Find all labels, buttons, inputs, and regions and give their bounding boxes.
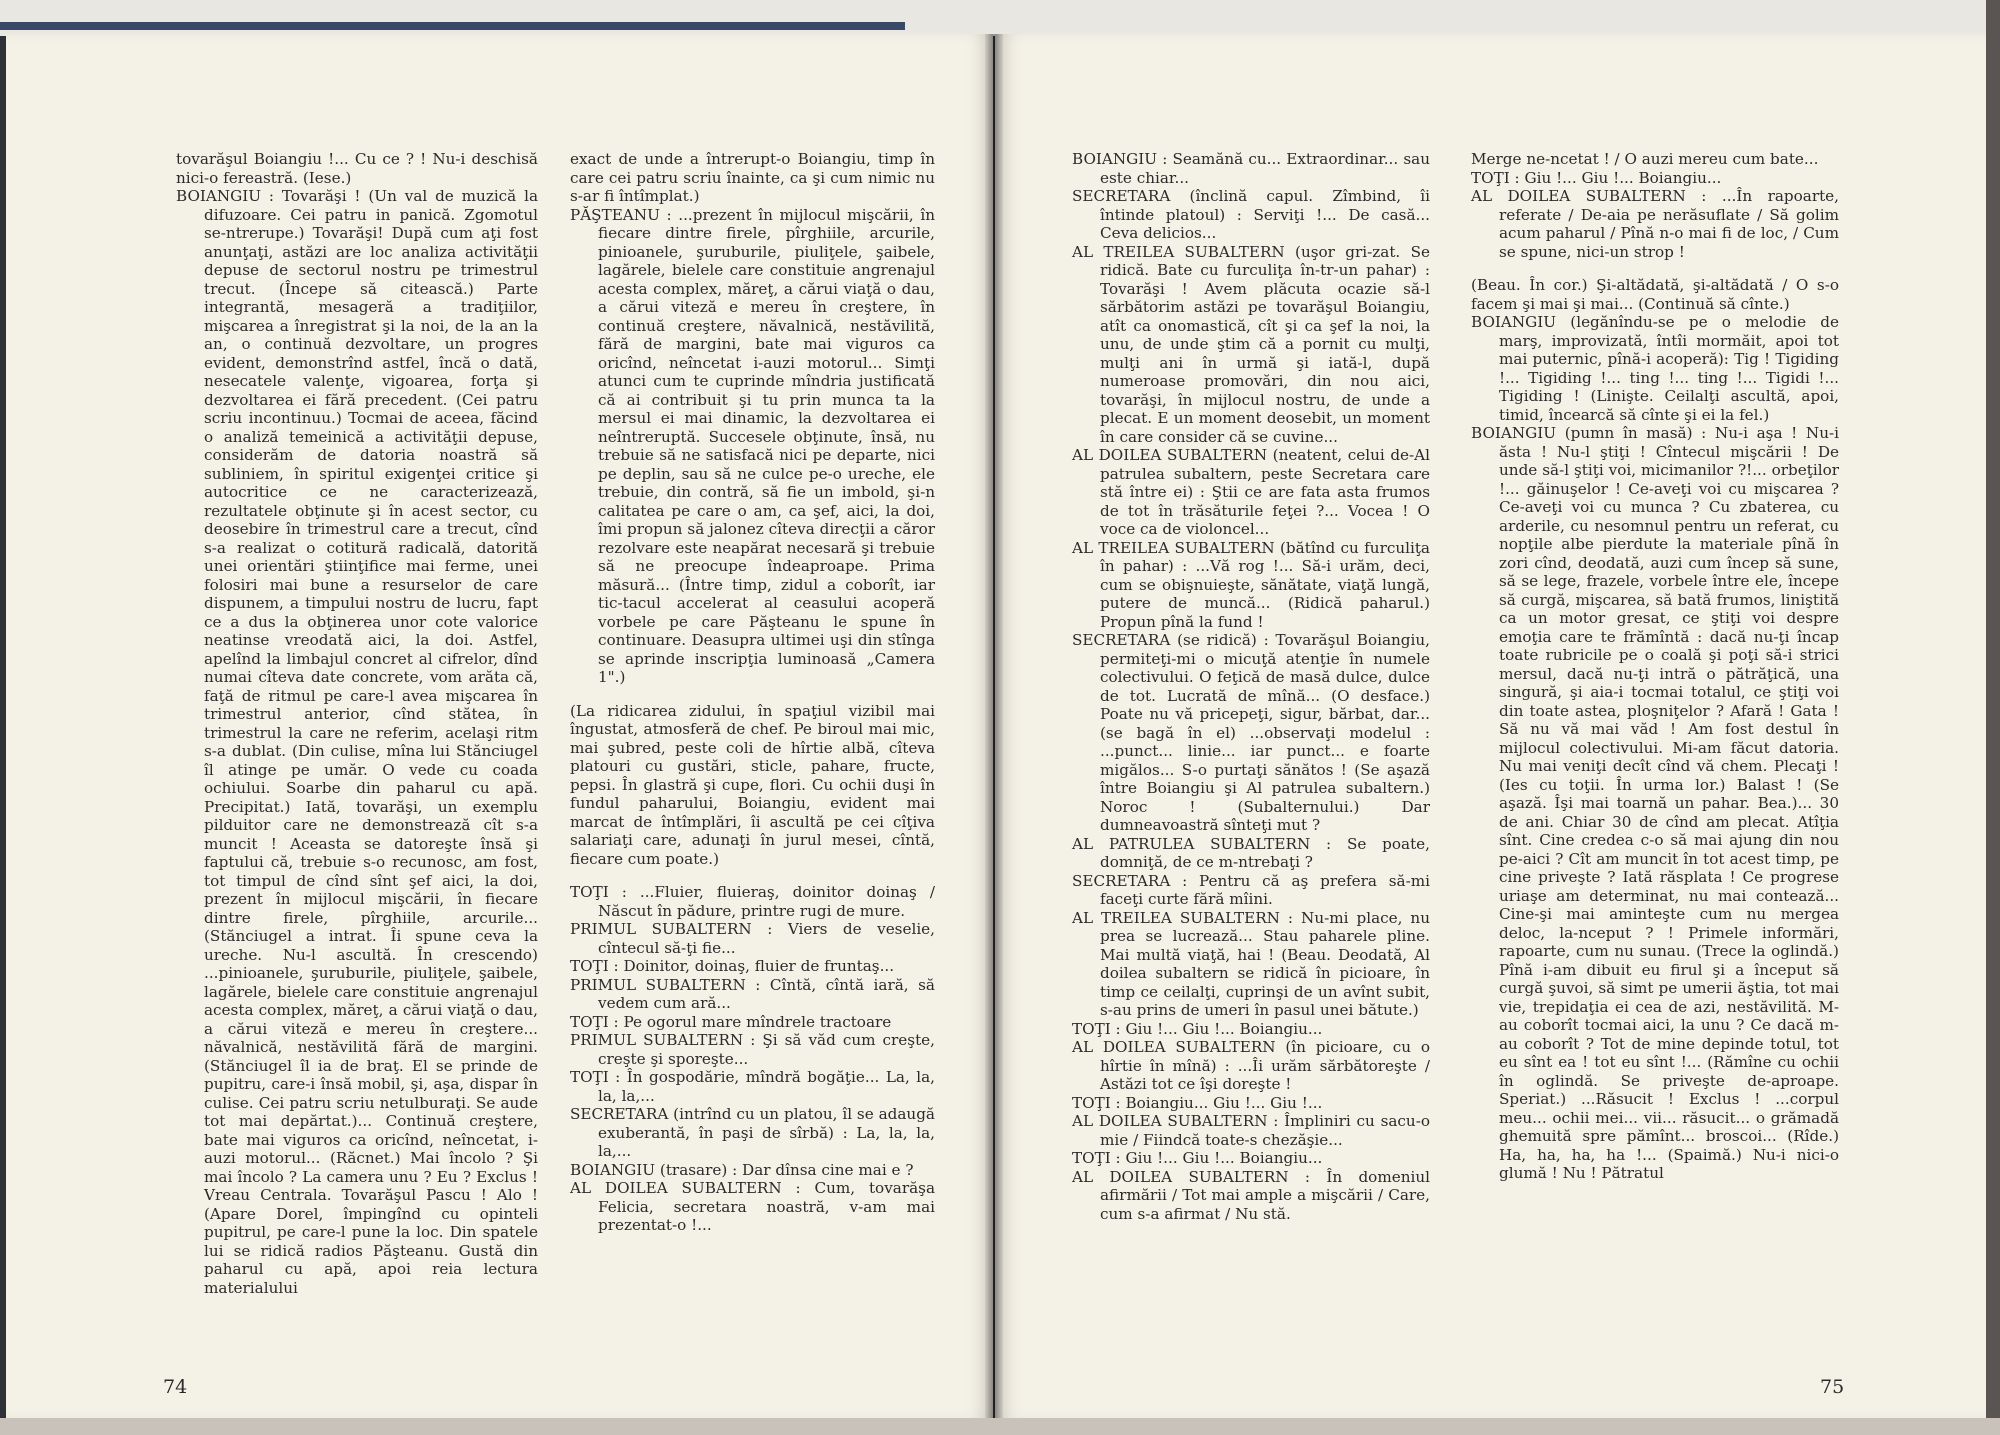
- left-column-1: [176, 150, 538, 1297]
- paragraph: BOIANGIU (trasare) : Dar dînsa cine mai e ?: [570, 1160, 914, 1179]
- paragraph: PRIMUL SUBALTERN : Cîntă, cîntă iară, să vedem cum ară...: [570, 975, 935, 1012]
- paragraph: AL TREILEA SUBALTERN (uşor gri-zat. Se ridică. Bate cu furculiţa în-tr-un pahar) : Tovarăşi ! Avem plăcuta ocazie să-l sărbătorim astăzi pe tovarăşul Boiangiu, atît ca onomastică, cît şi ca şef la noi, la unu, de unde ştim că a pornit cu mulţi, mulţi ani în urmă şi iată-l, după numeroase promovări, din nou aici, tovarăşi, în mijlocul nostru, de unde a plecat. E un moment deosebit, un moment în care consider că se cuvine...: [1072, 242, 1430, 446]
- paragraph: TOŢI : ...Fluier, fluieraş, doinitor doinaş / Născut în pădure, printre rugi de mure.: [570, 883, 935, 920]
- page-number: 74: [163, 1376, 188, 1398]
- paragraph: BOIANGIU (legănîndu-se pe o melodie de marş, improvizată, întîi mormăit, apoi tot mai puternic, pînă-i acoperă): Tig ! Tigiding !... Tigiding !... ting !... ting !... Tigidi !... Tigiding ! (Linişte. Ceilalţi ascultă, apoi, timid, încearcă să cînte şi ei la fel.): [1471, 313, 1839, 424]
- paragraph: AL DOILEA SUBALTERN (neatent, celui de-Al patrulea subaltern, peste Secretara care stă între ei) : Ştii ce are fata asta frumos de tot în trăsăturile feţei ?... Vocea ! O voce ca de violoncel...: [1072, 446, 1430, 538]
- paragraph: SECRETARA (intrînd cu un platou, îl se adaugă exuberantă, în paşi de sîrbă) : La, la, la, la,...: [570, 1105, 935, 1160]
- stage-direction: (La ridicarea zidului, în spaţiul vizibil mai îngustat, atmosferă de chef. Pe biroul mai mic, mai şubred, peste coli de hîrtie albă, cîteva platouri cu gustări, sticle, pahare, fructe, pepsi. În glastră şi cupe, flori. Cu ochii duşi în fundul paharului, Boiangiu, evident mai marcat de întîmplări, îi ascultă pe cei cîţiva salariaţi care, adunaţi în jurul mesei, cîntă, fiecare cum poate.): [570, 701, 935, 868]
- paragraph: SECRETARA (înclină capul. Zîmbind, îi întinde platoul) : Serviţi !... De casă... Ceva delicios...: [1072, 187, 1430, 242]
- paragraph: PRIMUL SUBALTERN : Viers de veselie, cîntecul să-ţi fie...: [570, 920, 935, 957]
- paragraph: BOIANGIU : Seamănă cu... Extraordinar... sau este chiar...: [1072, 150, 1430, 187]
- stage-direction: (Beau. În cor.) Şi-altădată, şi-altădată / O s-o facem şi mai şi mai... (Continuă să cînte.): [1471, 276, 1839, 313]
- paragraph: BOIANGIU : Tovarăşi ! (Un val de muzică la difuzoare. Cei patru in panică. Zgomotul se-ntrerupe.) Tovarăşi! După cum aţi fost anunţaţi, astăzi are loc analiza activităţii depuse de sectorul nostru pe trimestrul trecut. (Începe să citească.) Parte integrantă, mesageră a tradiţiilor, mişcarea a înregistrat şi la noi, de la an la an, o continuă dezvoltare, un progres evident, demonstrînd astfel, încă o dată, nesecatele valenţe, vigoarea, forţa şi dezvoltarea ei fără precedent. (Cei patru scriu incontinuu.) Tocmai de aceea, făcind o analiză temeinică a activităţii depuse, considerăm de datoria noastră să subliniem, în spiritul exigenţei critice şi autocritice ce ne caracterizează, rezultatele obţinute şi în acest sector, cu deosebire în trimestrul care a trecut, cînd s-a realizat o cotitură radicală, datorită unei orientări ştiinţifice mai ferme, unei folosiri mai bune a resurselor de care dispunem, a timpului nostru de lucru, fapt ce a dus la obţinerea unor cote valorice neatinse vreodată aici, la doi. Astfel, apelînd la limbajul concret al cifrelor, dînd numai cîteva date concrete, vom arăta că, faţă de ritmul pe care-l avea mişcarea în trimestrul anterior, cînd stătea, în trimestrul la care ne referim, acelaşi ritm s-a dublat. (Din culise, mîna lui Stănciugel îl atinge pe umăr. O vede cu coada ochiului. Soarbe din paharul cu apă. Precipitat.) Iată, tovarăşi, un exemplu pilduitor care ne demonstrează cît s-a muncit ! Aceasta se datoreşte însă şi faptului că, trebuie s-o recunosc, am fost, tot timpul de cînd sînt şef aici, la doi, prezent în mijlocul mişcării, în fiecare dintre firele, pîrghiile, arcurile... (Stănciugel a intrat. Îi spune ceva la ureche. Nu-l ascultă. În crescendo) ...pinioanele, şuruburile, piuliţele, şaibele, lagărele, bielele care constituie angrenajul acesta complex, măreţ, a cărui viaţă o dau, a cărui viteză e mereu în creştere... năvalnică, nestăvilită fără de margini. (Stănciugel îl ia de braţ. El se prinde de pupitru, care-i însă mobil, şi, aşa, dispar în culise. Cei patru scriu netulburaţi. Se aude tot mai depărtat.)... Continuă creştere, bate mai viguros ca oricînd, neîncetat, i-auzi motorul... (Răcnet.) Mai încolo ? Şi mai încolo ? La camera unu ? Eu ? Exclus ! Vreau Centrala. Tovarăşul Pascu ! Alo ! (Apare Dorel, împingînd cu opinteli pupitrul, pe care-l pune la loc. Din spatele lui se ridică radios Păşteanu. Gustă din paharul cu apă, apoi reia lectura materialului: [176, 187, 538, 1297]
- paragraph: TOŢI : Doinitor, doinaş, fluier de fruntaş...: [570, 957, 895, 975]
- paragraph: TOŢI : Pe ogorul mare mîndrele tractoare: [570, 1012, 892, 1031]
- cover-edge: [1986, 0, 2000, 1435]
- paragraph: exact de unde a întrerupt-o Boiangiu, timp în care cei patru scriu înainte, ca şi cum nimic nu s-ar fi întîmplat.): [570, 150, 935, 205]
- left-page: [6, 34, 993, 1419]
- paragraph: TOŢI : În gospodărie, mîndră bogăţie... La, la, la, la,...: [570, 1068, 935, 1105]
- paragraph: AL PATRULEA SUBALTERN : Se poate, domniţă, de ce m-ntrebaţi ?: [1072, 834, 1430, 871]
- right-column-2: [1471, 150, 1839, 1183]
- page-bottom-edge: [0, 1418, 2000, 1435]
- binding-strip: [0, 22, 905, 30]
- paragraph: TOŢI : Boiangiu... Giu !... Giu !...: [1072, 1093, 1323, 1112]
- paragraph: AL DOILEA SUBALTERN (în picioare, cu o hîrtie în mînă) : ...Îi urăm sărbătoreşte / Astăzi tot ce îşi doreşte !: [1072, 1038, 1430, 1093]
- paragraph: PRIMUL SUBALTERN : Şi să văd cum creşte, creşte şi sporeşte...: [570, 1031, 935, 1068]
- paragraph: BOIANGIU (pumn în masă) : Nu-i aşa ! Nu-i ăsta ! Nu-l ştiţi ! Cîntecul mişcării ! De unde să-l ştiţi voi, micimanilor ?!... orbeţilor !... găinuşelor ! Ce-aveţi voi cu mişcarea ? Ce-aveţi voi cu munca ? Cu zbaterea, cu arderile, cu nesomnul pentru un referat, cu nopţile albe pierdute la materiale pînă în zori cînd, deodată, auzi cum încep să sune, să se lege, frazele, vorbele între ele, începe să curgă, mişcarea, să bată frumos, liniştită ca un motor gresat, ce ştiţi voi despre emoţia care te frămîntă : dacă nu-ţi încap toate rubricile pe o coală şi poţi să-i strici mersul, dacă nu-ţi intră o pătrăţică, una singură, şi aia-i tocmai totalul, ce ştiţi voi din toate astea, ploşniţelor ? Afară ! Gata ! Să nu vă mai văd ! Am fost destul în mijlocul colectivului. Mi-am făcut datoria. Nu mai veniţi decît cînd vă chem. Plecaţi ! (Ies cu toţii. În urma lor.) Balast ! (Se aşază. Îşi mai toarnă un pahar. Bea.)... 30 de ani. Chiar 30 de cînd am plecat. Atîţia sînt. Cine credea c-o să mai ajung din nou pe-aici ? Cît am muncit în tot acest timp, pe cine priveşte ? Iată răsplata ! Ce progrese uriaşe am determinat, nu mai contează... Cine-şi mai aminteşte cum nu mergea deloc, la-nceput ? ! Primele informări, rapoarte, cum nu sunau. (Trece la oglindă.) Pînă i-am dibuit eu firul şi a început să curgă şuvoi, să simt pe umerii ăştia, tot mai vie, trepidaţia ei cea de azi, nestăvilită. M-au coborît tocmai aici, la unu ? Ce dacă m-au coborît ? Tot de mine depinde totul, tot eu sînt ea ! tot eu sînt !... (Rămîne cu ochii în oglindă. Se priveşte de-aproape. Speriat.) ...Răsucit ! Exclus ! ...corpul meu... ochii mei... vii... răsucit... o grămadă ghemuită spre pămînt... broscoi... (Rîde.) Ha, ha, ha, ha !... (Spaimă.) Nu-i nici-o glumă ! Nu ! Pătratul: [1471, 424, 1839, 1182]
- paragraph: AL DOILEA SUBALTERN : ...În rapoarte, referate / De-aia pe nerăsuflate / Să golim acum paharul / Pînă n-o mai fi de loc, / Cum se spune, nici-un strop !: [1471, 187, 1839, 261]
- paragraph: AL TREILEA SUBALTERN : Nu-mi place, nu prea se lucrează... Stau paharele pline. Mai multă viaţă, hai ! (Beau. Deodată, Al doilea subaltern se ridică în picioare, în timp ce ceilalţi, cuprinşi de un avînt subit, s-au prins de umeri în pasul unei bătute.): [1072, 908, 1430, 1019]
- paragraph: TOŢI : Giu !... Giu !... Boiangiu...: [1471, 168, 1722, 187]
- page-number: 75: [1820, 1376, 1845, 1398]
- paragraph: AL DOILEA SUBALTERN : Cum, tovarăşa Felicia, secretara noastră, v-am mai prezentat-o !...: [570, 1179, 935, 1234]
- paragraph: TOŢI : Giu !... Giu !... Boiangiu...: [1072, 1149, 1323, 1167]
- page-top-edge: [0, 0, 2000, 36]
- right-column-1: [1072, 150, 1430, 1223]
- paragraph: tovarăşul Boiangiu !... Cu ce ? ! Nu-i deschisă nici-o fereastră. (Iese.): [176, 150, 538, 187]
- paragraph: SECRETARA (se ridică) : Tovarăşul Boiangiu, permiteţi-mi o micuţă atenţie în numele colectivului. O feţică de masă dulce, dulce de tot. Lucrată de mînă... (O desface.) Poate nu vă pricepeţi, sigur, bărbat, dar... (se bagă în el) ...observaţi modelul : ...punct... linie... iar punct... e foarte migălos... S-o purtaţi sănătos ! (Se aşază între Boiangiu şi Al patrulea subaltern.) Noroc ! (Subalternului.) Dar dumneavoastră sînteţi mut ?: [1072, 631, 1430, 834]
- paragraph: AL TREILEA SUBALTERN (bătînd cu furculiţa în pahar) : ...Vă rog !... Să-i urăm, deci, cum se obişnuieşte, sănătate, viaţă lungă, putere de muncă... (Ridică paharul.) Propun pînă la fund !: [1072, 538, 1430, 631]
- left-column-2: [570, 150, 935, 1235]
- paragraph: AL DOILEA SUBALTERN : Împliniri cu sacu-o mie / Fiindcă toate-s chezăşie...: [1072, 1112, 1430, 1149]
- paragraph: PĂŞTEANU : ...prezent în mijlocul mişcării, în fiecare dintre firele, pîrghiile, arcurile, pinioanele, şuruburile, piuliţele, şaibele, lagărele, bielele care constituie angrenajul acesta complex, măreţ, a cărui viaţă o dau, a cărui viteză e mereu în creştere, în continuă creştere, năvalnică, nestăvilită, fără de margini, bate mai viguros ca oricînd, neîncetat i-auzi motorul... Simţi atunci cum te cuprinde mîndria justificată că ai contribuit şi tu prin munca ta la mersul ei mai dinamic, la dezvoltarea ei neîntreruptă. Succesele obţinute, însă, nu trebuie să ne satisfacă nici pe departe, nici pe deplin, sau să ne culce pe-o ureche, ele trebuie, din contră, să fie un imbold, şi-n calitatea pe care o am, ca şef, aici, la doi, îmi propun să jalonez cîteva direcţii a căror rezolvare este neapărat necesară şi trebuie să ne preocupe îndeaproape. Prima măsură... (Între timp, zidul a coborît, iar tic-tacul accelerat al ceasului acoperă vorbele pe care Păşteanu le spune în continuare. Deasupra ultimei uşi din stînga se aprinde inscripţia luminoasă „Camera 1".): [570, 205, 935, 686]
- paragraph: Merge ne-ncetat ! / O auzi mereu cum bate...: [1471, 150, 1819, 168]
- paragraph: SECRETARA : Pentru că aş prefera să-mi faceţi curte fără mîini.: [1072, 871, 1430, 908]
- paragraph: TOŢI : Giu !... Giu !... Boiangiu...: [1072, 1019, 1323, 1038]
- book-gutter: [985, 34, 1003, 1419]
- right-page: [995, 34, 1988, 1419]
- paragraph: AL DOILEA SUBALTERN : În domeniul afirmării / Tot mai ample a mişcării / Care, cum s-a afirmat / Nu stă.: [1072, 1167, 1430, 1223]
